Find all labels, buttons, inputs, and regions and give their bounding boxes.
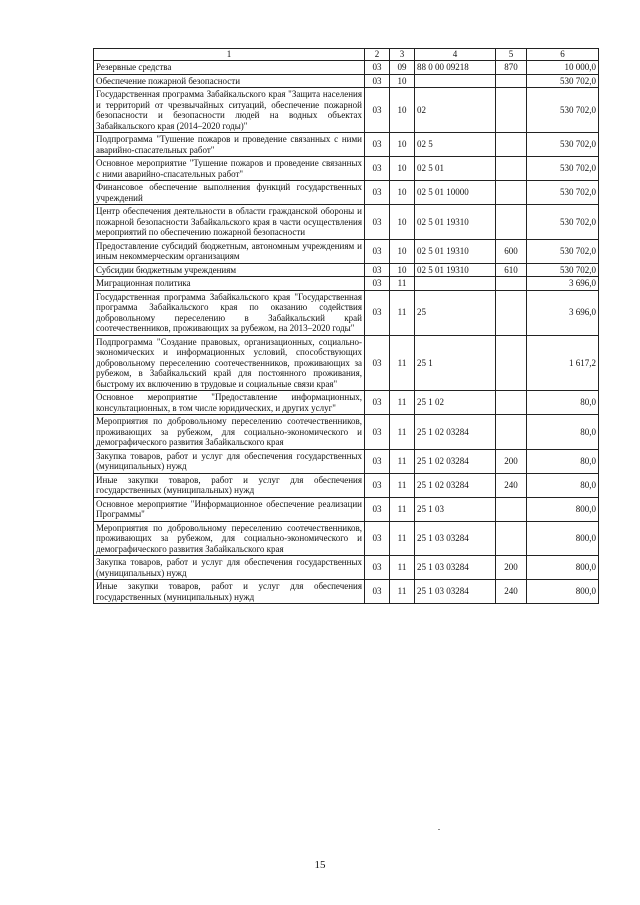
cell-name: Основное мероприятие "Тушение пожаров и проведение связанных с ними аварийно-спасательных работ" xyxy=(94,157,365,181)
cell-expense-type xyxy=(496,157,527,181)
cell-subsection: 11 xyxy=(390,556,415,580)
cell-amount: 80,0 xyxy=(527,449,599,473)
cell-target-code xyxy=(415,277,496,291)
table-row xyxy=(94,497,599,521)
cell-section: 03 xyxy=(365,473,390,497)
cell-section: 03 xyxy=(365,415,390,450)
cell-amount: 80,0 xyxy=(527,473,599,497)
cell-subsection: 09 xyxy=(390,61,415,75)
cell-name: Государственная программа Забайкальского края "Защита населения и территорий от чрезвычайных ситуаций, обеспечение пожарной безопасности и безопасности людей на водных объектах Забайкальского края (2014–2020 годы)" xyxy=(94,88,365,133)
table-row xyxy=(94,157,599,181)
cell-subsection: 11 xyxy=(390,277,415,291)
header-col-4: 4 xyxy=(415,49,496,61)
cell-name: Субсидии бюджетным учреждениям xyxy=(94,263,365,277)
cell-amount: 530 702,0 xyxy=(527,181,599,205)
cell-section: 03 xyxy=(365,521,390,556)
header-col-5: 5 xyxy=(496,49,527,61)
header-col-3: 3 xyxy=(390,49,415,61)
cell-amount: 530 702,0 xyxy=(527,133,599,157)
cell-amount: 530 702,0 xyxy=(527,157,599,181)
cell-target-code: 25 1 02 xyxy=(415,391,496,415)
cell-target-code: 25 1 xyxy=(415,335,496,391)
cell-subsection: 11 xyxy=(390,391,415,415)
cell-section: 03 xyxy=(365,580,390,604)
cell-subsection: 10 xyxy=(390,133,415,157)
cell-subsection: 11 xyxy=(390,473,415,497)
cell-target-code: 02 5 01 19310 xyxy=(415,263,496,277)
table-row xyxy=(94,181,599,205)
cell-name: Подпрограмма "Тушение пожаров и проведение связанных с ними аварийно-спасательных работ" xyxy=(94,133,365,157)
cell-target-code: 25 1 02 03284 xyxy=(415,415,496,450)
cell-amount: 530 702,0 xyxy=(527,263,599,277)
cell-section: 03 xyxy=(365,263,390,277)
cell-name: Резервные средства xyxy=(94,61,365,75)
cell-subsection: 10 xyxy=(390,181,415,205)
table-row xyxy=(94,391,599,415)
table-row xyxy=(94,556,599,580)
cell-section: 03 xyxy=(365,391,390,415)
cell-target-code xyxy=(415,74,496,88)
cell-amount: 530 702,0 xyxy=(527,88,599,133)
cell-subsection: 11 xyxy=(390,335,415,391)
cell-expense-type xyxy=(496,335,527,391)
cell-name: Закупка товаров, работ и услуг для обеспечения государственных (муниципальных) нужд xyxy=(94,449,365,473)
cell-expense-type: 870 xyxy=(496,61,527,75)
cell-section: 03 xyxy=(365,290,390,335)
cell-name: Центр обеспечения деятельности в области гражданской обороны и пожарной безопасности Забайкальского края в части осуществления мероприятий по обеспечению пожарной безопасности xyxy=(94,205,365,240)
cell-section: 03 xyxy=(365,277,390,291)
cell-subsection: 10 xyxy=(390,239,415,263)
cell-expense-type xyxy=(496,133,527,157)
cell-amount: 80,0 xyxy=(527,415,599,450)
table-body xyxy=(94,61,599,604)
table-row xyxy=(94,449,599,473)
table-row xyxy=(94,335,599,391)
table-row xyxy=(94,521,599,556)
cell-expense-type xyxy=(496,415,527,450)
header-col-1: 1 xyxy=(94,49,365,61)
cell-subsection: 10 xyxy=(390,205,415,240)
table-row xyxy=(94,205,599,240)
cell-target-code: 25 1 03 xyxy=(415,497,496,521)
cell-expense-type xyxy=(496,290,527,335)
cell-expense-type: 200 xyxy=(496,556,527,580)
cell-amount: 800,0 xyxy=(527,497,599,521)
cell-target-code: 25 1 02 03284 xyxy=(415,449,496,473)
cell-section: 03 xyxy=(365,157,390,181)
cell-subsection: 11 xyxy=(390,521,415,556)
table-header-row xyxy=(94,49,599,61)
cell-target-code: 02 5 01 10000 xyxy=(415,181,496,205)
cell-target-code: 02 5 01 19310 xyxy=(415,239,496,263)
table-row xyxy=(94,133,599,157)
cell-section: 03 xyxy=(365,449,390,473)
cell-section: 03 xyxy=(365,205,390,240)
cell-name: Государственная программа Забайкальского края "Государственная программа Забайкальского края по оказанию содействия добровольному переселению в Забайкальский край соотечественников, проживающих за рубежом, на 2013–2020 годы" xyxy=(94,290,365,335)
cell-expense-type: 610 xyxy=(496,263,527,277)
cell-name: Миграционная политика xyxy=(94,277,365,291)
cell-name: Предоставление субсидий бюджетным, автономным учреждениям и иным некоммерческим организациям xyxy=(94,239,365,263)
cell-amount: 10 000,0 xyxy=(527,61,599,75)
cell-subsection: 11 xyxy=(390,290,415,335)
cell-name: Мероприятия по добровольному переселению соотечественников, проживающих за рубежом, для социально-экономического и демографического развития Забайкальского края xyxy=(94,521,365,556)
cell-target-code: 25 1 03 03284 xyxy=(415,556,496,580)
cell-subsection: 11 xyxy=(390,497,415,521)
cell-section: 03 xyxy=(365,497,390,521)
cell-section: 03 xyxy=(365,133,390,157)
cell-subsection: 11 xyxy=(390,415,415,450)
cell-expense-type xyxy=(496,74,527,88)
cell-name: Основное мероприятие "Предоставление информационных, консультационных, в том числе юридических, и других услуг" xyxy=(94,391,365,415)
cell-target-code: 88 0 00 09218 xyxy=(415,61,496,75)
cell-expense-type xyxy=(496,181,527,205)
cell-subsection: 10 xyxy=(390,88,415,133)
cell-subsection: 11 xyxy=(390,580,415,604)
cell-amount: 1 617,2 xyxy=(527,335,599,391)
table-row xyxy=(94,61,599,75)
cell-expense-type: 200 xyxy=(496,449,527,473)
cell-amount: 530 702,0 xyxy=(527,239,599,263)
cell-target-code: 25 1 03 03284 xyxy=(415,580,496,604)
table-row xyxy=(94,74,599,88)
cell-target-code: 25 1 03 03284 xyxy=(415,521,496,556)
cell-section: 03 xyxy=(365,239,390,263)
table-row xyxy=(94,88,599,133)
cell-expense-type xyxy=(496,88,527,133)
cell-name: Обеспечение пожарной безопасности xyxy=(94,74,365,88)
cell-amount: 800,0 xyxy=(527,580,599,604)
cell-target-code: 02 5 01 xyxy=(415,157,496,181)
cell-amount: 530 702,0 xyxy=(527,205,599,240)
cell-expense-type: 240 xyxy=(496,473,527,497)
budget-table xyxy=(93,48,599,604)
cell-target-code: 02 5 xyxy=(415,133,496,157)
cell-expense-type xyxy=(496,205,527,240)
cell-amount: 530 702,0 xyxy=(527,74,599,88)
cell-amount: 800,0 xyxy=(527,521,599,556)
cell-name: Основное мероприятие "Информационное обеспечение реализации Программы" xyxy=(94,497,365,521)
cell-section: 03 xyxy=(365,556,390,580)
page-number: 15 xyxy=(314,859,326,871)
table-row xyxy=(94,290,599,335)
header-col-6: 6 xyxy=(527,49,599,61)
cell-section: 03 xyxy=(365,335,390,391)
table-row xyxy=(94,239,599,263)
cell-subsection: 10 xyxy=(390,263,415,277)
cell-section: 03 xyxy=(365,181,390,205)
cell-expense-type xyxy=(496,277,527,291)
table-row xyxy=(94,415,599,450)
cell-section: 03 xyxy=(365,88,390,133)
cell-expense-type xyxy=(496,391,527,415)
cell-expense-type xyxy=(496,497,527,521)
cell-expense-type: 240 xyxy=(496,580,527,604)
cell-name: Иные закупки товаров, работ и услуг для обеспечения государственных (муниципальных) нужд xyxy=(94,580,365,604)
cell-subsection: 10 xyxy=(390,157,415,181)
header-col-2: 2 xyxy=(365,49,390,61)
cell-subsection: 11 xyxy=(390,449,415,473)
cell-expense-type xyxy=(496,521,527,556)
table-row xyxy=(94,277,599,291)
cell-section: 03 xyxy=(365,61,390,75)
table-row xyxy=(94,580,599,604)
cell-target-code: 25 xyxy=(415,290,496,335)
cell-amount: 3 696,0 xyxy=(527,277,599,291)
table-row xyxy=(94,263,599,277)
cell-target-code: 25 1 02 03284 xyxy=(415,473,496,497)
cell-expense-type: 600 xyxy=(496,239,527,263)
cell-name: Подпрограмма "Создание правовых, организационных, социально-экономических и информационных условий, способствующих добровольному переселению соотечественников, проживающих за рубежом, в Забайкальский край для постоянного проживания, быстрому их включению в трудовые и социальные связи края" xyxy=(94,335,365,391)
cell-target-code: 02 5 01 19310 xyxy=(415,205,496,240)
cell-name: Иные закупки товаров, работ и услуг для обеспечения государственных (муниципальных) нужд xyxy=(94,473,365,497)
table-row xyxy=(94,473,599,497)
cell-name: Закупка товаров, работ и услуг для обеспечения государственных (муниципальных) нужд xyxy=(94,556,365,580)
cell-target-code: 02 xyxy=(415,88,496,133)
cell-subsection: 10 xyxy=(390,74,415,88)
scan-mark xyxy=(438,829,440,830)
cell-amount: 800,0 xyxy=(527,556,599,580)
cell-amount: 3 696,0 xyxy=(527,290,599,335)
cell-section: 03 xyxy=(365,74,390,88)
cell-name: Мероприятия по добровольному переселению соотечественников, проживающих за рубежом, для социально-экономического и демографического развития Забайкальского края xyxy=(94,415,365,450)
cell-amount: 80,0 xyxy=(527,391,599,415)
cell-name: Финансовое обеспечение выполнения функций государственных учреждений xyxy=(94,181,365,205)
